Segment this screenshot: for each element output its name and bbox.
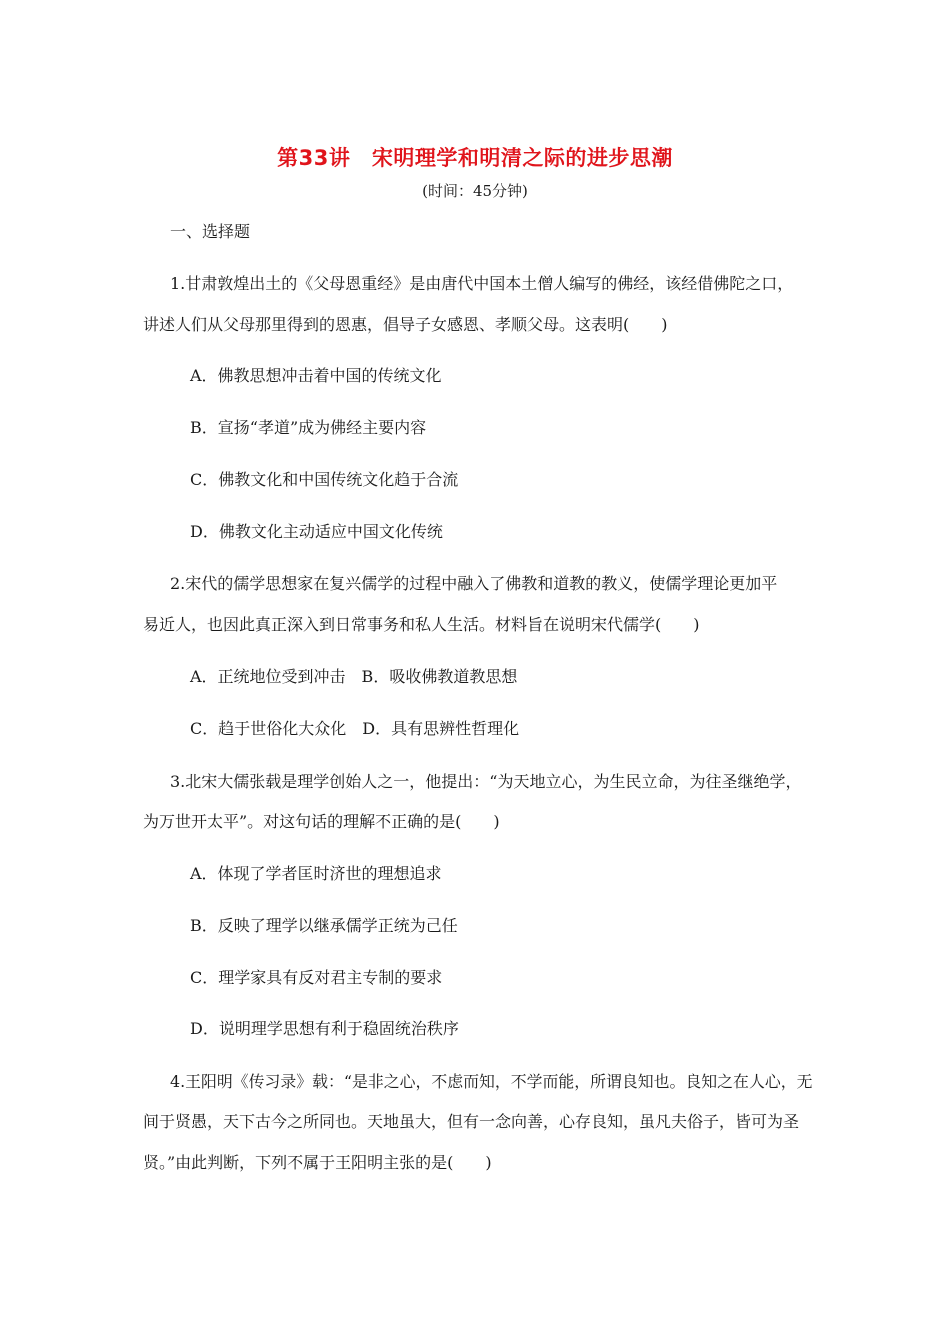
question-3-stem-cont: 为万世开太平”。对这句话的理解不正确的是( ): [143, 812, 500, 831]
question-1-option-d: D．佛教文化主动适应中国文化传统: [190, 522, 443, 541]
question-2-stem-cont: 易近人，也因此真正深入到日常事务和私人生活。材料旨在说明宋代儒学( ): [143, 615, 700, 634]
question-4-stem: 4.王阳明《传习录》载：“是非之心，不虑而知，不学而能，所谓良知也。良知之在人心，无: [170, 1072, 813, 1091]
question-1-stem-cont: 讲述人们从父母那里得到的恩惠，倡导子女感恩、孝顺父母。这表明( ): [143, 315, 668, 334]
question-4-stem-cont-2: 贤。”由此判断，下列不属于王阳明主张的是( ): [143, 1153, 492, 1172]
page-title: 第33讲 宋明理学和明清之际的进步思潮: [277, 146, 673, 170]
question-3-option-c: C．理学家具有反对君主专制的要求: [190, 968, 443, 987]
question-1-option-c: C．佛教文化和中国传统文化趋于合流: [190, 470, 459, 489]
question-2-stem: 2.宋代的儒学思想家在复兴儒学的过程中融入了佛教和道教的教义，使儒学理论更加平: [170, 574, 778, 593]
question-1-stem: 1.甘肃敦煌出土的《父母恩重经》是由唐代中国本土僧人编写的佛经，该经借佛陀之口，: [170, 274, 794, 293]
question-1-option-b: B．宣扬“孝道”成为佛经主要内容: [190, 418, 427, 437]
question-3-option-a: A．体现了学者匡时济世的理想追求: [190, 864, 442, 883]
question-4-stem-cont-1: 间于贤愚，天下古今之所同也。天地虽大，但有一念向善，心存良知，虽凡夫俗子，皆可为圣: [143, 1112, 800, 1131]
question-1-option-a: A．佛教思想冲击着中国的传统文化: [190, 366, 442, 385]
section-heading: 一、选择题: [170, 222, 251, 241]
time-limit: (时间：45分钟): [422, 182, 528, 200]
question-3-option-b: B．反映了理学以继承儒学正统为己任: [190, 916, 458, 935]
question-3-option-d: D．说明理学思想有利于稳固统治秩序: [190, 1019, 459, 1038]
question-2-options-cd: C．趋于世俗化大众化 D．具有思辨性哲理化: [190, 719, 520, 738]
question-3-stem: 3.北宋大儒张载是理学创始人之一，他提出：“为天地立心，为生民立命，为往圣继绝学，: [170, 772, 802, 791]
question-2-options-ab: A．正统地位受到冲击 B．吸收佛教道教思想: [190, 667, 518, 686]
